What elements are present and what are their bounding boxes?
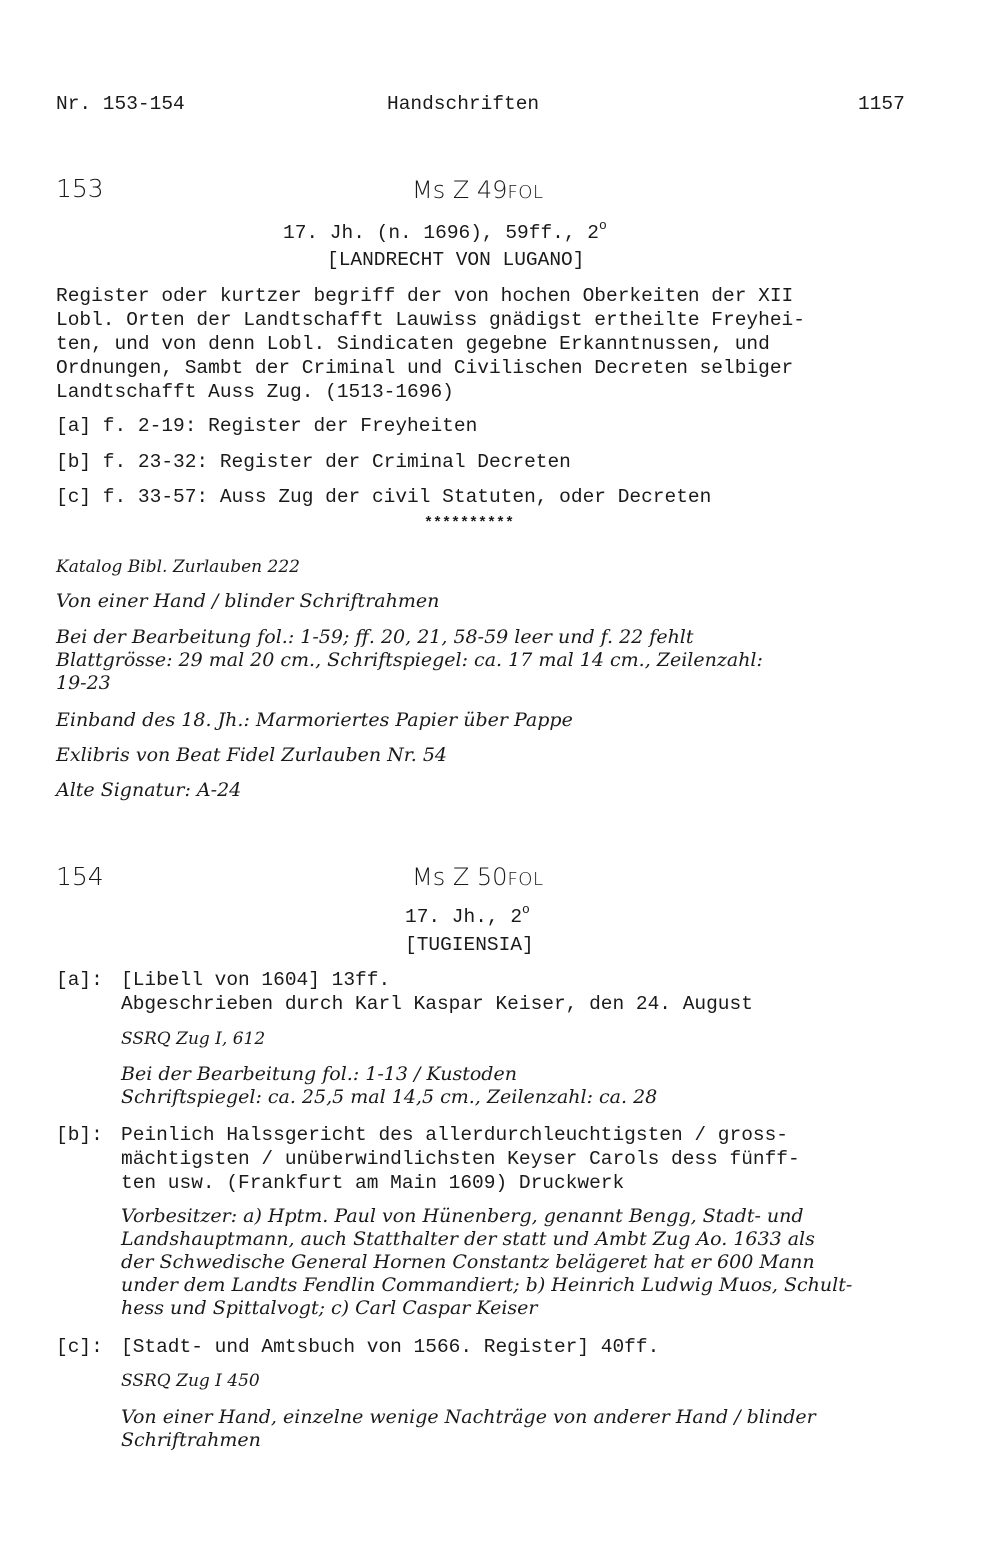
- entry-154-b-notes: [121, 1205, 852, 1320]
- bearbeitung-line: Blattgrösse: 29 mal 20 cm., Schriftspiegel: ca. 17 mal 14 cm., Zeilenzahl:: [56, 649, 763, 671]
- entry-153-old-signature: Alte Signatur: A-24: [56, 779, 242, 801]
- part-b-note: Vorbesitzer: a) Hptm. Paul von Hünenberg, genannt Bengg, Stadt- und: [121, 1205, 804, 1227]
- entry-154-c-text: [121, 1335, 659, 1359]
- running-header-left: Nr. 153-154: [56, 93, 185, 115]
- entry-154-b-label: [b]:: [56, 1124, 103, 1146]
- date-text: 17. Jh. (n. 1696), 59ff., 2: [283, 222, 599, 244]
- date-text: 17. Jh., 2: [405, 906, 523, 928]
- bearbeitung-line: 19-23: [56, 672, 111, 694]
- entry-154-c-ref: SSRQ Zug I 450: [121, 1371, 260, 1391]
- entry-153-hand-note: Von einer Hand / blinder Schriftrahmen: [56, 590, 440, 612]
- part-a-line: [Libell von 1604] 13ff.: [121, 969, 391, 991]
- part-b-line: mächtigsten / unüberwindlichsten Keyser Carols dess fünff-: [121, 1148, 800, 1170]
- entry-153-catalog-ref: Katalog Bibl. Zurlauben 222: [56, 557, 300, 577]
- part-c-note: Von einer Hand, einzelne wenige Nachträge von anderer Hand / blinder: [121, 1406, 816, 1428]
- entry-153-shelfmark: [412, 176, 544, 204]
- entry-154-a-label: [a]:: [56, 969, 103, 991]
- part-a-note: Bei der Bearbeitung fol.: 1-13 / Kustoden: [121, 1063, 517, 1085]
- entry-154-a-ref: SSRQ Zug I, 612: [121, 1029, 266, 1049]
- entry-154-a-text: [121, 968, 753, 1016]
- running-header-title: Handschriften: [387, 93, 540, 115]
- entry-153-bearbeitung: [56, 626, 763, 695]
- entry-154-b-text: [121, 1123, 800, 1195]
- entry-153-item-b: [b] f. 23-32: Register der Criminal Decreten: [56, 451, 571, 473]
- part-b-line: Peinlich Halssgericht des allerdurchleuchtigsten / gross-: [121, 1124, 789, 1146]
- entry-153-number: 153: [56, 174, 104, 203]
- shelfmark-main: Ms Z 50: [412, 863, 508, 891]
- entry-154-c-notes: [121, 1406, 816, 1452]
- part-b-note: der Schwedische General Hornen Constantz belägeret hat er 600 Mann: [121, 1251, 815, 1273]
- part-a-note: Schriftspiegel: ca. 25,5 mal 14,5 cm., Zeilenzahl: ca. 28: [121, 1086, 658, 1108]
- part-b-note: Landshauptmann, auch Statthalter der statt und Ambt Zug Ao. 1633 als: [121, 1228, 815, 1250]
- entry-154-shelfmark: [412, 863, 544, 891]
- part-a-line: Abgeschrieben durch Karl Kaspar Keiser, den 24. August: [121, 993, 753, 1015]
- entry-154-number: 154: [56, 862, 104, 891]
- page-number: 1157: [858, 93, 905, 115]
- part-b-line: ten usw. (Frankfurt am Main 1609) Druckwerk: [121, 1172, 625, 1194]
- shelfmark-format: FOL: [507, 869, 544, 890]
- shelfmark-format: FOL: [507, 182, 544, 203]
- part-c-line: [Stadt- und Amtsbuch von 1566. Register] 40ff.: [121, 1336, 660, 1358]
- part-b-note: under dem Landts Fendlin Commandiert; b) Heinrich Ludwig Muos, Schult-: [121, 1274, 853, 1296]
- format-degree: o: [522, 902, 530, 917]
- description-line: Lobl. Orten der Landtschafft Lauwiss gnädigst ertheilte Freyhei-: [56, 309, 805, 331]
- description-line: Ordnungen, Sambt der Criminal und Civilischen Decreten selbiger: [56, 357, 794, 379]
- entry-153-date-line: [283, 214, 607, 245]
- entry-153-binding: Einband des 18. Jh.: Marmoriertes Papier über Pappe: [56, 709, 573, 731]
- part-b-note: hess und Spittalvogt; c) Carl Caspar Keiser: [121, 1297, 538, 1319]
- entry-153-item-a: [a] f. 2-19: Register der Freyheiten: [56, 415, 478, 437]
- description-line: Register oder kurtzer begriff der von hochen Oberkeiten der XII: [56, 285, 794, 307]
- entry-154-a-notes: [121, 1063, 657, 1109]
- entry-153-item-c: [c] f. 33-57: Auss Zug der civil Statuten, oder Decreten: [56, 486, 712, 508]
- entry-153-exlibris: Exlibris von Beat Fidel Zurlauben Nr. 54: [56, 744, 448, 766]
- entry-154-c-label: [c]:: [56, 1336, 103, 1358]
- bearbeitung-line: Bei der Bearbeitung fol.: 1-59; ff. 20, 21, 58-59 leer und f. 22 fehlt: [56, 626, 694, 648]
- format-degree: o: [598, 218, 607, 233]
- entry-153-title: [LANDRECHT VON LUGANO]: [327, 249, 585, 271]
- description-line: Landtschafft Auss Zug. (1513-1696): [56, 381, 454, 403]
- entry-153-description: [56, 284, 805, 404]
- separator-asterisks: **********: [424, 515, 515, 532]
- entry-154-date-line: [405, 898, 530, 929]
- part-c-note: Schriftrahmen: [121, 1429, 261, 1451]
- entry-154-title: [TUGIENSIA]: [405, 934, 534, 956]
- description-line: ten, und von denn Lobl. Sindicaten gegebne Erkanntnussen, und: [56, 333, 770, 355]
- shelfmark-main: Ms Z 49: [412, 176, 508, 204]
